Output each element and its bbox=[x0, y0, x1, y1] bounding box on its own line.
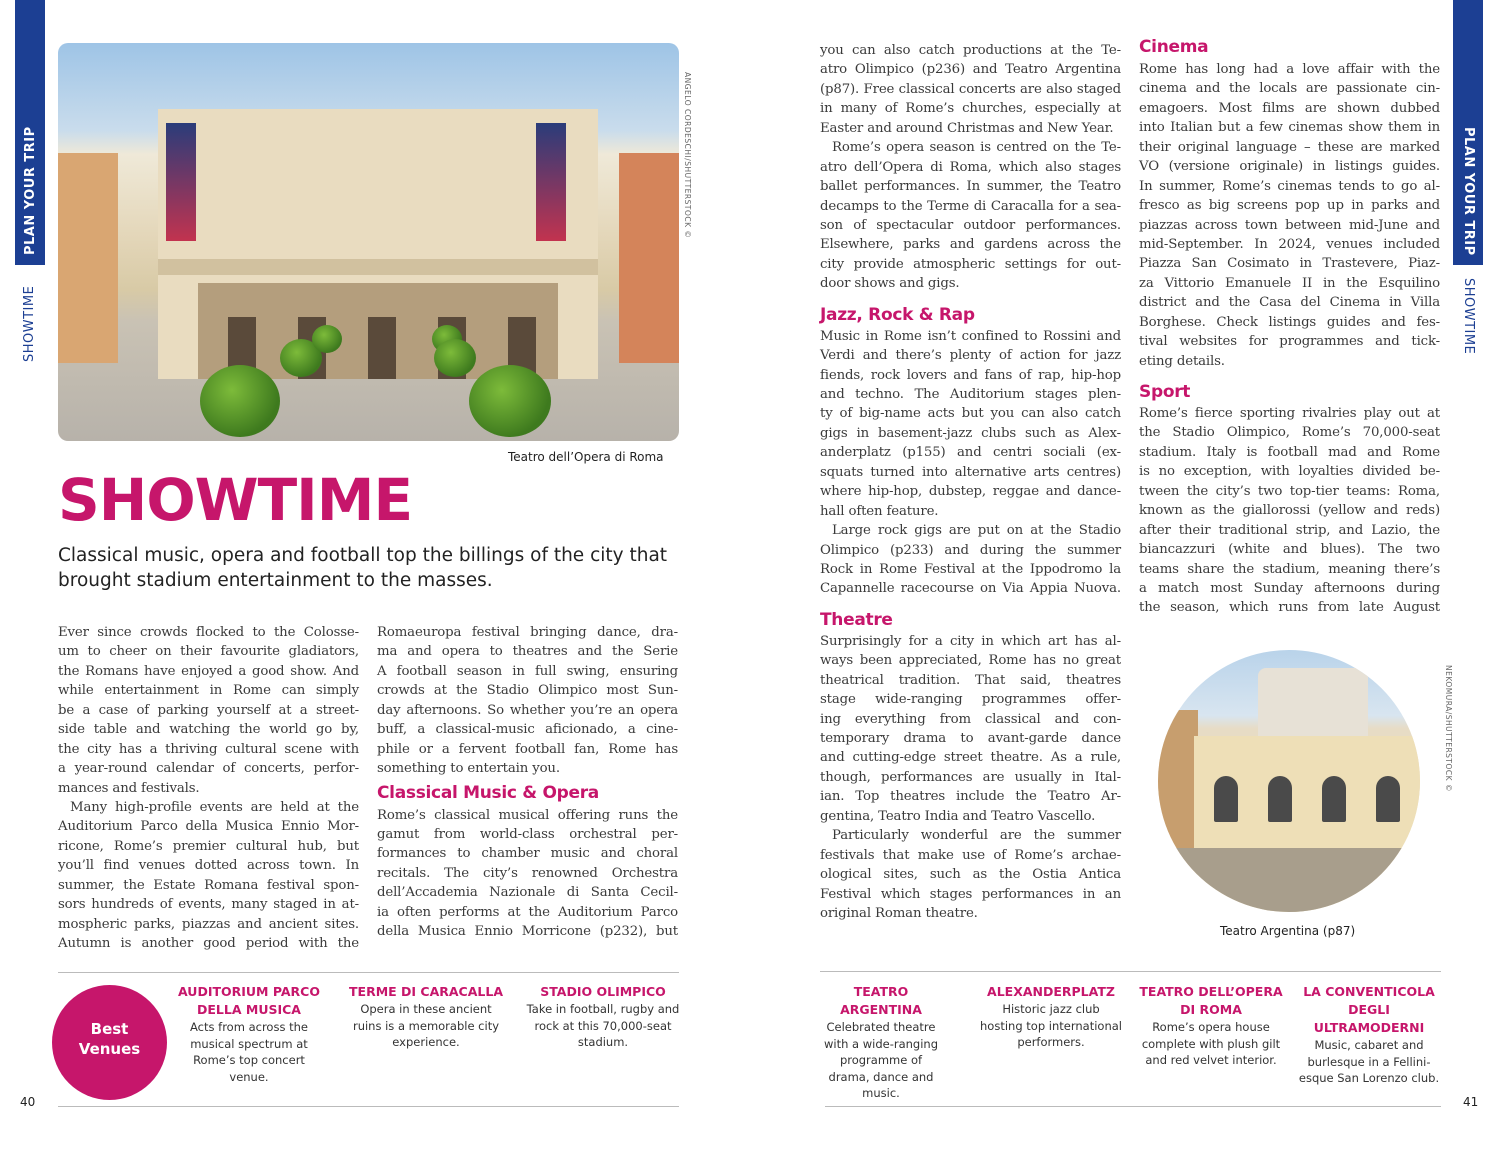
venues-top-rule-right bbox=[820, 971, 1441, 972]
body-line: atro Olimpico (p236) and Teatro Argentina bbox=[820, 62, 1121, 78]
venue-name: TEATRO bbox=[853, 984, 909, 999]
body-line: where hip-hop, dubstep, reggae and dance- bbox=[820, 484, 1121, 500]
body-line: za Vittorio Emanuele II in the Esquilino bbox=[1139, 275, 1440, 291]
body-line: A football season in full swing, ensuring bbox=[377, 663, 678, 679]
photo-caption-argentina: Teatro Argentina (p87) bbox=[1220, 924, 1356, 938]
body-line: a year-round calendar of concerts, perfor- bbox=[58, 761, 359, 777]
body-line: known as the giallorossi (yellow and reds) bbox=[1139, 503, 1440, 519]
venue-auditorium bbox=[174, 983, 324, 1085]
body-line: ian. Top theatres include the Teatro Ar- bbox=[820, 789, 1121, 805]
body-line: the Stadio Olimpico, Rome’s 70,000-seat bbox=[1139, 425, 1440, 441]
body-line: though, performances are usually in Ital- bbox=[820, 769, 1121, 785]
venue-teatro-dell-opera bbox=[1134, 983, 1288, 1069]
photo-credit-argentina: NEKOMURA/SHUTTERSTOCK © bbox=[1444, 665, 1453, 792]
text-column-4 bbox=[1139, 34, 1440, 618]
body-line: In summer, Rome’s cinemas tends to go al- bbox=[1139, 178, 1440, 194]
venue-desc: complete with plush gilt bbox=[1141, 1036, 1281, 1051]
body-line: eting details. bbox=[1139, 353, 1225, 369]
body-line: original Roman theatre. bbox=[820, 905, 978, 921]
venues-bottom-rule bbox=[58, 1106, 679, 1107]
body-line: Borghese. Check listings guides and fes- bbox=[1139, 314, 1440, 330]
venue-desc: and red velvet interior. bbox=[1145, 1053, 1277, 1067]
body-line: after their traditional strip, and Lazio, the bbox=[1139, 522, 1440, 538]
body-line: you’ll find venues dotted across town. In bbox=[58, 858, 359, 874]
photo-banner bbox=[536, 123, 566, 241]
side-section-label-left: SHOWTIME bbox=[22, 285, 37, 362]
venue-name: STADIO OLIMPICO bbox=[540, 984, 666, 999]
venue-desc: musical spectrum at bbox=[190, 1036, 308, 1051]
page-title: SHOWTIME bbox=[58, 466, 413, 534]
body-line: recitals. The city’s renowned Orchestra bbox=[377, 865, 678, 881]
body-line: sors hundreds of events, many staged in at- bbox=[58, 897, 359, 913]
body-line: stage wide-ranging programmes offer- bbox=[820, 692, 1121, 708]
body-line: tival websites for programmes and tick- bbox=[1139, 334, 1440, 350]
venue-name: ULTRAMODERNI bbox=[1313, 1020, 1425, 1035]
body-line: della Musica Ennio Morricone (p232), but bbox=[377, 924, 678, 940]
body-line: mid-September. In 2024, venues included bbox=[1139, 236, 1440, 252]
body-line: piazzas across town between mid-June and bbox=[1139, 217, 1440, 233]
body-line: dell’Accademia Nazionale di Santa Cecil- bbox=[377, 885, 678, 901]
venue-name: ARGENTINA bbox=[840, 1002, 922, 1017]
body-line: ways been appreciated, Rome has no great bbox=[820, 653, 1121, 669]
venue-desc: Rome’s opera house bbox=[1152, 1020, 1270, 1034]
venue-desc: Opera in these ancient bbox=[360, 1002, 492, 1016]
body-line: Many high-profile events are held at the bbox=[70, 799, 359, 815]
body-line: side table and watching the world go by, bbox=[58, 722, 359, 738]
venue-desc: rock at this 70,000-seat bbox=[534, 1018, 672, 1033]
body-line: biancazzuri (white and blues). The two bbox=[1139, 542, 1440, 558]
body-line: emagoers. Most films are shown dubbed bbox=[1139, 100, 1440, 116]
body-line: ballet performances. In summer, the Teatro bbox=[820, 179, 1121, 195]
body-line: is no exception, with loyalties divided be- bbox=[1139, 464, 1440, 480]
venue-name: AUDITORIUM PARCO bbox=[178, 984, 320, 999]
venue-desc: Celebrated theatre bbox=[826, 1020, 936, 1034]
body-line: a match most Sunday afternoons during bbox=[1139, 580, 1440, 596]
body-line: mances and festivals. bbox=[58, 780, 200, 796]
body-line: the city has a thriving cultural scene with bbox=[58, 741, 359, 757]
venue-name: DELLA MUSICA bbox=[197, 1002, 301, 1017]
body-line: Festival which stages performances in an bbox=[820, 886, 1121, 902]
body-line: Romaeuropa festival bringing dance, dra- bbox=[377, 625, 678, 640]
body-line: Olimpico (p233) and during the summer bbox=[820, 542, 1121, 558]
venue-desc: burlesque in a Fellini- bbox=[1307, 1054, 1431, 1069]
body-line: Easter and around Christmas and New Year. bbox=[820, 120, 1114, 136]
heading-sport: Sport bbox=[1139, 382, 1191, 402]
body-line: the Romans have enjoyed a good show. And bbox=[58, 663, 359, 679]
photo-facade-band bbox=[158, 259, 598, 275]
body-line: and techno. The Auditorium stages plen- bbox=[820, 387, 1121, 402]
body-line: something to entertain you. bbox=[377, 761, 560, 777]
body-line: anderplatz (p155) and centri sociali (ex- bbox=[820, 445, 1121, 461]
body-line: gamut from world-class orchestral per- bbox=[377, 826, 678, 842]
body-line: Auditorium Parco della Musica Ennio Mor- bbox=[58, 819, 359, 835]
photo-caption-opera: Teatro dell’Opera di Roma bbox=[508, 450, 664, 464]
body-line: city provide atmospheric settings for out- bbox=[820, 256, 1121, 272]
venue-name: TEATRO DELL’OPERA bbox=[1139, 984, 1283, 999]
body-line: ia often performs at the Auditorium Parco bbox=[377, 904, 678, 920]
photo-shrub bbox=[200, 365, 280, 437]
venue-desc: Rome’s top concert bbox=[193, 1053, 305, 1067]
body-line: buff, a classical-music aficionado, a cine- bbox=[377, 722, 678, 738]
body-line: Autumn is another good period with the bbox=[58, 936, 359, 951]
body-line: Capannelle racecourse on Via Appia Nuova. bbox=[820, 581, 1121, 597]
body-line: theatrical tradition. That said, theatres bbox=[820, 672, 1121, 688]
venue-name: LA CONVENTICOLA bbox=[1303, 984, 1435, 999]
best-venues-badge bbox=[52, 985, 167, 1100]
venue-desc: venue. bbox=[229, 1069, 269, 1084]
text-column-3 bbox=[820, 41, 1121, 923]
body-line: ricone, Rome’s premier cultural hub, but bbox=[58, 838, 359, 854]
body-line: Rome’s opera season is centred on the Te- bbox=[832, 140, 1121, 156]
venue-terme-di-caracalla bbox=[344, 983, 508, 1051]
body-line: Surprisingly for a city in which art has al- bbox=[820, 633, 1121, 649]
body-line: you can also catch productions at the Te- bbox=[820, 43, 1121, 58]
venue-desc: Take in football, rugby and bbox=[526, 1002, 680, 1016]
body-line: ological sites, such as the Ostia Antica bbox=[820, 867, 1121, 883]
venue-name: DEGLI bbox=[1348, 1002, 1390, 1017]
venue-desc: music. bbox=[862, 1086, 900, 1100]
venue-desc: experience. bbox=[392, 1035, 460, 1049]
text-column-2 bbox=[377, 623, 678, 942]
venue-teatro-argentina bbox=[818, 983, 944, 1102]
body-line: Particularly wonderful are the summer bbox=[832, 828, 1121, 844]
body-line: (p87). Free classical concerts are also staged bbox=[820, 81, 1121, 97]
body-line: Rome’s fierce sporting rivalries play out at bbox=[1139, 406, 1440, 421]
photo-roof-sculpture bbox=[1258, 668, 1368, 738]
venue-desc: Music, cabaret and bbox=[1314, 1038, 1424, 1052]
photo-door bbox=[368, 317, 396, 379]
venue-desc: ruins is a memorable city bbox=[352, 1018, 500, 1033]
venue-desc: programme of bbox=[839, 1053, 923, 1067]
photo-window bbox=[1214, 776, 1238, 822]
body-line: ty of big-name acts but you can also catch bbox=[820, 406, 1121, 422]
body-line: mospheric parks, piazzas and ancient sites. bbox=[58, 916, 359, 932]
venue-desc: esque San Lorenzo club. bbox=[1298, 1071, 1440, 1085]
badge-line: Best bbox=[90, 1020, 129, 1038]
body-line: hall often feature. bbox=[820, 503, 939, 519]
heading-theatre: Theatre bbox=[820, 609, 893, 630]
body-line: into Italian but a few cinemas show them in bbox=[1139, 120, 1440, 136]
venue-desc: with a wide-ranging bbox=[823, 1036, 939, 1051]
venue-desc: hosting top international bbox=[980, 1018, 1122, 1033]
body-line: ma and opera to theatres and the Serie bbox=[377, 644, 678, 660]
body-line: fiends, rock lovers and fans of rap, hip-hop bbox=[820, 367, 1121, 383]
venue-desc: performers. bbox=[1017, 1035, 1085, 1049]
body-line: be a case of parking yourself at a street- bbox=[58, 702, 359, 718]
body-line: ing everything from classical and con- bbox=[820, 711, 1121, 727]
venue-la-conventicola bbox=[1294, 983, 1444, 1087]
photo-window bbox=[1322, 776, 1346, 822]
text-column-1 bbox=[58, 623, 359, 953]
photo-ground-floor bbox=[1158, 848, 1420, 912]
body-line: and cutting-edge street theatre. As a rule, bbox=[820, 750, 1121, 766]
body-line: cinema and the locals are passionate cin- bbox=[1139, 81, 1440, 97]
body-line: day afternoons. So whether you’re an opera bbox=[377, 702, 678, 718]
venues-top-rule bbox=[58, 972, 679, 973]
body-line: Verdi and there’s plenty of action for jazz bbox=[820, 348, 1121, 364]
body-line: atro dell’Opera di Roma, which also stages bbox=[820, 159, 1121, 175]
venue-desc: Historic jazz club bbox=[1002, 1002, 1100, 1016]
photo-credit-opera: ANGELO CORDESCHI/SHUTTERSTOCK © bbox=[683, 72, 692, 239]
teatro-argentina-photo bbox=[1158, 650, 1420, 912]
venue-name: TERME DI CARACALLA bbox=[349, 984, 503, 999]
photo-facade bbox=[158, 109, 598, 379]
venue-desc: Acts from across the bbox=[190, 1020, 308, 1034]
photo-window bbox=[1268, 776, 1292, 822]
body-line: their original language – these are marked bbox=[1139, 139, 1440, 155]
body-line: crowds at the Stadio Olimpico most Sun- bbox=[377, 683, 678, 699]
badge-line: Venues bbox=[78, 1040, 141, 1058]
photo-shrub bbox=[312, 325, 342, 353]
venue-alexanderplatz bbox=[972, 983, 1130, 1051]
opera-house-photo bbox=[58, 43, 679, 441]
page-number-right: 41 bbox=[1463, 1095, 1479, 1109]
body-line: district and the Casa del Cinema in Villa bbox=[1139, 295, 1440, 311]
side-tab-right bbox=[1453, 0, 1483, 265]
body-line: while entertainment in Rome can simply bbox=[58, 683, 359, 699]
venue-desc: drama, dance and bbox=[828, 1069, 934, 1084]
intro-text: Classical music, opera and football top the billings of the city that brought stadium entertainment to the masses. bbox=[58, 545, 668, 591]
body-line: VO (versione originale) in listings guides. bbox=[1139, 159, 1440, 175]
photo-side-building bbox=[58, 153, 118, 363]
side-section-label-right: SHOWTIME bbox=[1461, 278, 1476, 355]
venue-desc: stadium. bbox=[577, 1035, 629, 1049]
body-line: teams share the stadium, meaning there’s bbox=[1139, 561, 1440, 577]
heading-cinema: Cinema bbox=[1139, 37, 1209, 57]
venue-name: DI ROMA bbox=[1180, 1002, 1242, 1017]
body-line: summer, the Estate Romana festival spon- bbox=[58, 877, 359, 893]
side-tab-plan-label-right: PLAN YOUR TRIP bbox=[1461, 127, 1476, 256]
venue-name: ALEXANDERPLATZ bbox=[987, 984, 1115, 999]
body-line: Large rock gigs are put on at the Stadio bbox=[832, 523, 1121, 539]
body-line: Ever since crowds flocked to the Colosse- bbox=[58, 625, 359, 640]
photo-window bbox=[1376, 776, 1400, 822]
heading-classical-music: Classical Music & Opera bbox=[377, 782, 599, 803]
side-tab-left bbox=[15, 0, 45, 265]
body-line: stadium. Italy is football mad and Rome bbox=[1139, 444, 1440, 460]
body-line: Rome has long had a love affair with the bbox=[1139, 62, 1440, 77]
body-line: formances to chamber music and choral bbox=[377, 846, 678, 862]
body-line: phile or a fervent football fan, Rome has bbox=[377, 741, 678, 757]
photo-side-building bbox=[619, 153, 679, 363]
body-line: tween the city’s two top-tier teams: Roma, bbox=[1139, 483, 1440, 499]
heading-jazz-rock-rap: Jazz, Rock & Rap bbox=[820, 304, 975, 325]
venue-stadio-olimpico bbox=[523, 983, 683, 1051]
body-line: in many of Rome’s churches, especially at bbox=[820, 101, 1121, 117]
venues-bottom-rule-right bbox=[825, 1106, 1441, 1107]
body-line: door shows and gigs. bbox=[820, 276, 960, 292]
page-number-left: 40 bbox=[20, 1095, 36, 1109]
body-line: decamps to the Terme di Caracalla for a sea- bbox=[820, 198, 1121, 214]
body-line: fresco as big screens pop up in parks and bbox=[1139, 198, 1440, 214]
body-line: Rock in Rome Festival at the Ippodromo la bbox=[820, 561, 1121, 577]
body-line: Elsewhere, parks and gardens across the bbox=[820, 237, 1121, 253]
body-line: gigs in basement-jazz clubs such as Alex- bbox=[820, 425, 1121, 441]
body-line: son of spectacular outdoor performances. bbox=[820, 217, 1121, 233]
photo-shrub bbox=[469, 365, 551, 437]
body-line: Rome’s classical musical offering runs the bbox=[377, 807, 678, 823]
body-line: festivals that make use of Rome’s archae- bbox=[820, 847, 1121, 863]
body-line: Piazza San Cosimato in Trastevere, Piaz- bbox=[1139, 256, 1440, 272]
body-line: the season, which runs from late August bbox=[1139, 600, 1440, 616]
photo-shrub bbox=[434, 339, 476, 377]
side-tab-plan-label: PLAN YOUR TRIP bbox=[23, 126, 38, 255]
photo-banner bbox=[166, 123, 196, 241]
body-line: squats turned into alternative arts centres) bbox=[820, 464, 1121, 480]
body-line: Music in Rome isn’t confined to Rossini and bbox=[820, 328, 1121, 344]
body-line: um to cheer on their favourite gladiators, bbox=[58, 644, 359, 660]
body-line: temporary drama to avant-garde dance bbox=[820, 731, 1121, 746]
body-line: gentina, Teatro India and Teatro Vascello. bbox=[820, 808, 1096, 824]
